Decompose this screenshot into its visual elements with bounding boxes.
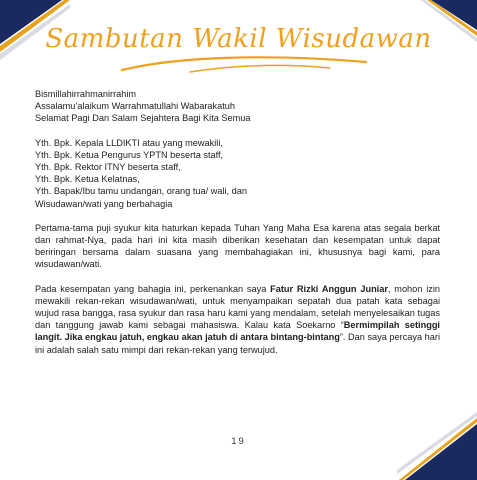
addressee-line: Yth. Bpk. Ketua Pengurus YPTN beserta staff, bbox=[35, 149, 224, 160]
speaker-name: Fatur Rizki Anggun Juniar bbox=[270, 283, 388, 294]
greeting-line: Selamat Pagi Dan Salam Sejahtera Bagi Kita Semua bbox=[35, 113, 251, 124]
speech-body bbox=[35, 88, 440, 368]
greeting-line: Assalamu’alaikum Warrahmatullahi Wabarakatuh bbox=[35, 101, 235, 112]
addressee-block bbox=[35, 137, 440, 210]
greeting-line: Bismillahirrahmanirrahim bbox=[35, 89, 137, 99]
opening-paragraph: Pertama-tama puji syukur kita haturkan kepada Tuhan Yang Maha Esa karena atas segala berkat dan rahmat-Nya, pada hari ini kita masih diberikan kesehatan dan kesempatan untuk dapat beriringan bersama dalam suasana yang membahagiakan ini, khususnya bagi kami, para wisudawan/wati. bbox=[35, 222, 440, 270]
addressee-line: Yth. Bapak/Ibu tamu undangan, orang tua/ wali, dan bbox=[35, 186, 247, 197]
page-number: 19 bbox=[231, 436, 246, 447]
addressee-line: Yth. Bpk. Rektor ITNY beserta staff, bbox=[35, 162, 181, 173]
soekarno-quote: Bermimpilah setinggi langit. Jika engkau jatuh, engkau akan jatuh di antara bintang-bintang bbox=[35, 320, 440, 343]
addressee-line: Wisudawan/wati yang berbahagia bbox=[35, 198, 173, 209]
paragraph-text: Pada kesempatan yang bahagia ini, perkenankan saya bbox=[35, 283, 271, 294]
main-paragraph bbox=[35, 283, 440, 356]
page-title: Sambutan Wakil Wisudawan bbox=[45, 24, 432, 54]
paragraph-text: ”. Dan saya percaya hari ini adalah salah satu mimpi dari rekan-rekan yang terwujud. bbox=[35, 332, 440, 355]
greeting-block bbox=[35, 88, 440, 125]
title-swash-decoration bbox=[120, 50, 370, 76]
addressee-line: Yth. Bpk. Kepala LLDIKTI atau yang mewakili, bbox=[35, 137, 223, 148]
addressee-line: Yth. Bpk. Ketua Kelatnas, bbox=[35, 174, 140, 185]
paragraph-text: , mohon izin mewakili rekan-rekan wisudawan/wati, untuk menyampaikan sepatah dua patah kata sebagai wujud rasa bangga, rasa syukur dan rasa haru kami yang mendalam, setelah menyelesaikan tugas dan tanggung jawab kami sebagai mahasiswa. Kalau kata Soekarno “ bbox=[35, 283, 440, 331]
